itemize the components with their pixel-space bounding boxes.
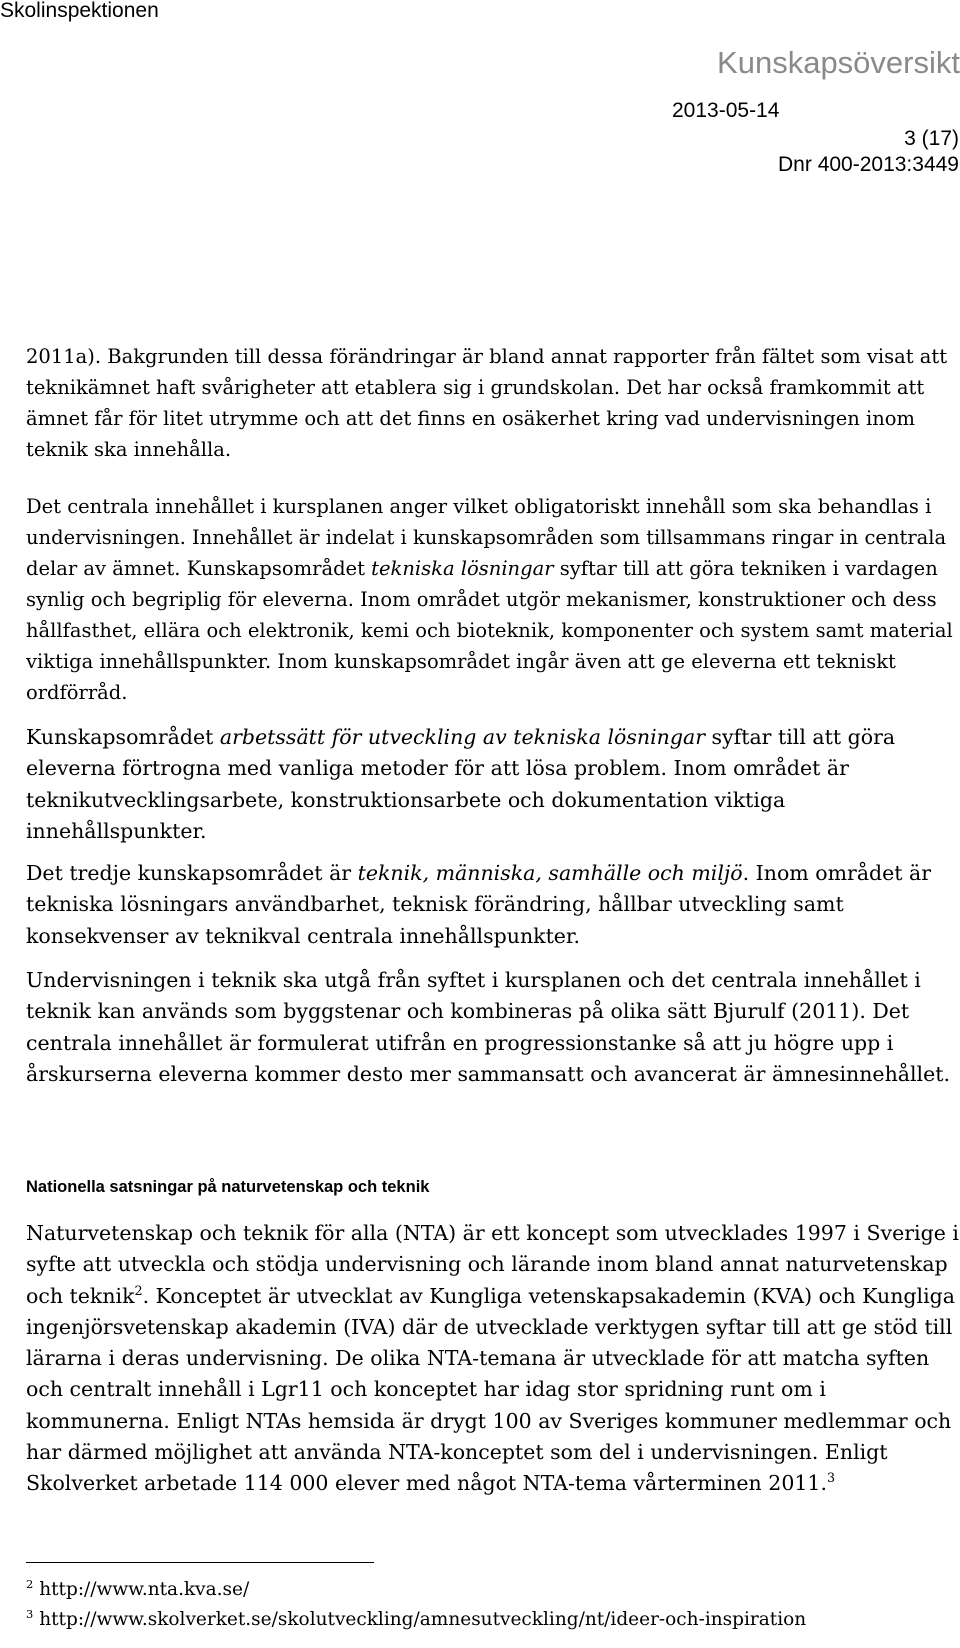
footnote-3 [26,1605,806,1635]
paragraph-3-start: Kunskapsområdet [26,725,220,749]
organization-name: Skolinspektionen [0,0,159,22]
paragraph-4-start: Det tredje kunskapsområdet är [26,861,358,885]
footnote-link[interactable]: http://www.skolverket.se/skolutveckling/amnesutveckling/nt/ideer-och-inspiration [39,1609,807,1630]
emphasis-tekniska-losningar: tekniska lösningar [371,557,554,580]
paragraph-nta [26,1218,960,1500]
paragraph-third-area [26,858,960,952]
footnotes [26,1575,806,1635]
footnote-number: 3 [26,1606,34,1621]
footnote-ref-2[interactable]: 2 [134,1282,143,1298]
footnote-link[interactable]: http://www.nta.kva.se/ [39,1579,250,1600]
page-number: 3 (17) [904,127,959,150]
footnote-number: 2 [26,1576,34,1591]
section-heading: Nationella satsningar på naturvetenskap och teknik [26,1178,430,1196]
paragraph-1: 2011a). Bakgrunden till dessa förändringar är bland annat rapporter från fältet som visat att teknikämnet haft svårigheter att etablera sig i grundskolan. Det har också framkommit att ämnet får för litet utrymme och att det finns en osäkerhet kring vad undervisningen inom teknik ska innehålla. [26,345,948,461]
paragraph-3-end: syftar till att göra eleverna förtrogna med vanliga metoder för att lösa problem. Inom området är teknikutvecklingsarbete, konstruktionsarbete och dokumentation viktiga innehållspunkter. [26,725,896,843]
paragraph-background [26,341,960,465]
paragraph-arbetssatt [26,722,960,847]
paragraph-6-start: Naturvetenskap och teknik för alla (NTA) är ett koncept som utvecklades 1997 i Sverige i syfte att utveckla och stödja undervisning och lärande inom bland annat naturvetenskap och teknik [26,1221,959,1308]
document-title: Kunskapsöversikt [717,45,960,80]
paragraph-4-end: . Inom området är tekniska lösningars användbarhet, teknisk förändring, hållbar utveckling samt konsekvenser av teknikval centrala innehållspunkter. [26,861,932,948]
footnote-ref-3[interactable]: 3 [826,1470,836,1486]
footnote-2 [26,1575,806,1605]
paragraph-central-content [26,491,960,708]
paragraph-5: Undervisningen i teknik ska utgå från syftet i kursplanen och det centrala innehållet i teknik kan används som byggstenar och kombineras på olika sätt Bjurulf (2011). Det centrala innehållet är formulerat utifrån en progressionstanke så att ju högre upp i årskurserna eleverna kommer desto mer sammansatt och avancerat är ämnesinnehållet. [26,968,950,1086]
emphasis-arbetssatt: arbetssätt för utveckling av tekniska lösningar [219,725,705,749]
document-date: 2013-05-14 [672,99,780,122]
footnote-separator [26,1562,374,1563]
paragraph-2-end: syftar till att göra tekniken i vardagen synlig och begriplig för eleverna. Inom området utgör mekanismer, konstruktioner och dess hållfasthet, ellära och elektronik, kemi och bioteknik, komponenter och system samt material viktiga innehållspunkter. Inom kunskapsområdet ingår även att ge eleverna ett tekniskt ordförråd. [26,557,953,704]
paragraph-2-start: Det centrala innehållet i kursplanen anger vilket obligatoriskt innehåll som ska behandlas i undervisningen. Innehållet är indelat i kunskapsområden som tillsammans ringar in centrala delar av ämnet. Kunskapsområdet [26,495,947,580]
paragraph-teaching [26,965,960,1090]
emphasis-teknik-manniska: teknik, människa, samhälle och miljö [357,861,743,885]
paragraph-6-end: . Konceptet är utvecklat av Kungliga vetenskapsakademin (KVA) och Kungliga ingenjörsvetenskap akademin (IVA) där de utvecklade verktygen syftar till att ge stöd till lärarna i deras undervisning. De olika NTA-temana är utvecklade för att matcha syften och centralt innehåll i Lgr11 och konceptet har idag stor spridning runt om i kommunerna. Enligt NTAs hemsida är drygt 100 av Sveriges kommuner medlemmar och har därmed möjlighet att använda NTA-konceptet som del i undervisningen. Enligt Skolverket arbetade 114 000 elever med något NTA-tema vårterminen 2011. [26,1283,956,1496]
registration-number: Dnr 400-2013:3449 [778,153,959,176]
